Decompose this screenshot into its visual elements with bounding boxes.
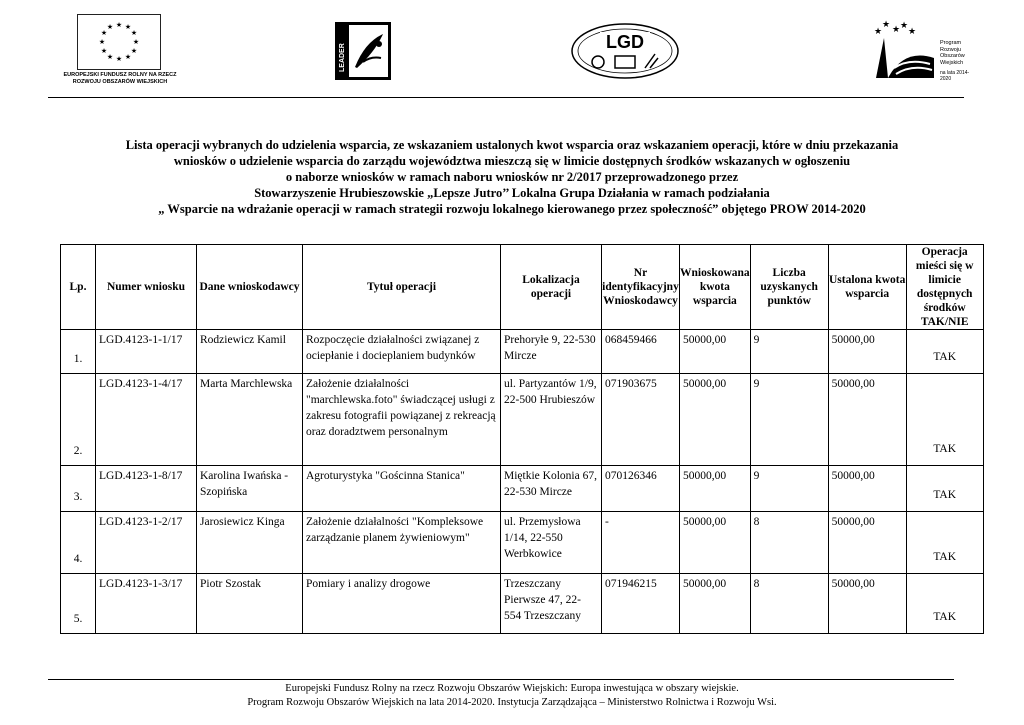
title-line: „ Wsparcie na wdrażanie operacji w ramach strategii rozwoju lokalnego kierowanego przez społeczność” objętego PROW 2014-2020 bbox=[158, 202, 866, 216]
cell-lokalizacja: Trzeszczany Pierwsze 47, 22-554 Trzeszczany bbox=[501, 574, 602, 634]
cell-tytul: Rozpoczęcie działalności związanej z ociepłanie i docieplaniem budynków bbox=[303, 330, 501, 374]
cell-limit: TAK bbox=[906, 374, 983, 466]
table-header-row bbox=[61, 245, 984, 330]
cell-tytul: Pomiary i analizy drogowe bbox=[303, 574, 501, 634]
table-row bbox=[61, 512, 984, 574]
header-kwota-wnioskowana: Wnioskowana kwota wsparcia bbox=[680, 245, 751, 330]
prow-logo-years: na lata 2014-2020 bbox=[940, 70, 970, 82]
cell-numer: LGD.4123-1-2/17 bbox=[96, 512, 197, 574]
cell-kwota: 50000,00 bbox=[680, 330, 751, 374]
title-line: o naborze wniosków w ramach naboru wniosków nr 2/2017 przeprowadzonego przez bbox=[285, 170, 739, 184]
header-punkty: Liczba uzyskanych punktów bbox=[750, 245, 828, 330]
footer bbox=[48, 682, 976, 710]
logo-bar bbox=[0, 0, 1024, 100]
cell-dane: Rodziewicz Kamil bbox=[197, 330, 303, 374]
cell-numer: LGD.4123-1-3/17 bbox=[96, 574, 197, 634]
cell-nr-id: - bbox=[602, 512, 680, 574]
cell-lp: 3. bbox=[61, 466, 96, 512]
cell-ustalona: 50000,00 bbox=[828, 512, 906, 574]
cell-kwota: 50000,00 bbox=[680, 574, 751, 634]
svg-text:★: ★ bbox=[130, 47, 138, 55]
header-lokalizacja: Lokalizacja operacji bbox=[501, 245, 602, 330]
svg-text:★: ★ bbox=[106, 53, 114, 61]
cell-lokalizacja: Prehoryłe 9, 22-530 Mircze bbox=[501, 330, 602, 374]
cell-nr-id: 071903675 bbox=[602, 374, 680, 466]
cell-numer: LGD.4123-1-1/17 bbox=[96, 330, 197, 374]
cell-numer: LGD.4123-1-4/17 bbox=[96, 374, 197, 466]
svg-text:★: ★ bbox=[882, 20, 891, 30]
cell-ustalona: 50000,00 bbox=[828, 374, 906, 466]
svg-text:★: ★ bbox=[115, 55, 123, 63]
cell-nr-id: 071946215 bbox=[602, 574, 680, 634]
cell-dane: Piotr Szostak bbox=[197, 574, 303, 634]
cell-lokalizacja: ul. Partyzantów 1/9, 22-500 Hrubieszów bbox=[501, 374, 602, 466]
svg-text:★: ★ bbox=[124, 53, 132, 61]
cell-ustalona: 50000,00 bbox=[828, 330, 906, 374]
header-lp: Lp. bbox=[61, 245, 96, 330]
cell-punkty: 8 bbox=[750, 574, 828, 634]
svg-text:★: ★ bbox=[106, 23, 114, 31]
cell-lp: 4. bbox=[61, 512, 96, 574]
header-limit: Operacja mieści się w limicie dostępnych środków TAK/NIE bbox=[906, 245, 983, 330]
cell-lokalizacja: ul. Przemysłowa 1/14, 22-550 Werbkowice bbox=[501, 512, 602, 574]
footer-line: Europejski Fundusz Rolny na rzecz Rozwoju Obszarów Wiejskich: Europa inwestująca w obszary wiejskie. bbox=[285, 683, 739, 694]
header-divider bbox=[48, 97, 964, 98]
cell-lokalizacja: Miętkie Kolonia 67, 22-530 Mircze bbox=[501, 466, 602, 512]
svg-text:★: ★ bbox=[98, 38, 106, 46]
cell-lp: 2. bbox=[61, 374, 96, 466]
cell-nr-id: 070126346 bbox=[602, 466, 680, 512]
svg-text:★: ★ bbox=[892, 25, 901, 35]
cell-tytul: Założenie działalności "Kompleksowe zarządzanie planem żywieniowym" bbox=[303, 512, 501, 574]
cell-punkty: 8 bbox=[750, 512, 828, 574]
svg-text:★: ★ bbox=[132, 38, 140, 46]
svg-text:★: ★ bbox=[900, 21, 909, 31]
cell-kwota: 50000,00 bbox=[680, 466, 751, 512]
cell-limit: TAK bbox=[906, 512, 983, 574]
cell-lp: 5. bbox=[61, 574, 96, 634]
title-line: wniosków o udzielenie wsparcia do zarządu województwa mieszczą się w limicie dostępnych środków wskazanych w ogłoszeniu bbox=[173, 154, 851, 168]
eu-flag-icon bbox=[77, 14, 161, 70]
header-ustalona: Ustalona kwota wsparcia bbox=[828, 245, 906, 330]
svg-text:★: ★ bbox=[874, 27, 883, 37]
cell-limit: TAK bbox=[906, 466, 983, 512]
table-row bbox=[61, 574, 984, 634]
cell-kwota: 50000,00 bbox=[680, 374, 751, 466]
cell-ustalona: 50000,00 bbox=[828, 574, 906, 634]
cell-punkty: 9 bbox=[750, 374, 828, 466]
footer-line: Program Rozwoju Obszarów Wiejskich na lata 2014-2020. Instytucja Zarządzająca – Ministerstwo Rolnictwa i Rozwoju Wsi. bbox=[247, 697, 777, 708]
prow-logo-text: Program Rozwoju Obszarów Wiejskich bbox=[940, 40, 965, 66]
header-numer: Numer wniosku bbox=[96, 245, 197, 330]
title-line: Stowarzyszenie Hrubieszowskie „Lepsze Jutro’’ Lokalna Grupa Działania w ramach podziałania bbox=[254, 186, 770, 200]
svg-text:★: ★ bbox=[124, 23, 132, 31]
cell-kwota: 50000,00 bbox=[680, 512, 751, 574]
svg-text:★: ★ bbox=[100, 47, 108, 55]
cell-dane: Jarosiewicz Kinga bbox=[197, 512, 303, 574]
title-line: Lista operacji wybranych do udzielenia wsparcia, ze wskazaniem ustalonych kwot wsparcia oraz wskazaniem operacji, które w dniu przekazania bbox=[125, 138, 899, 152]
cell-ustalona: 50000,00 bbox=[828, 466, 906, 512]
table-row bbox=[61, 466, 984, 512]
operations-table bbox=[60, 244, 984, 634]
svg-text:★: ★ bbox=[908, 27, 917, 37]
cell-limit: TAK bbox=[906, 330, 983, 374]
table-row bbox=[61, 374, 984, 466]
header-tytul: Tytuł operacji bbox=[303, 245, 501, 330]
svg-text:★: ★ bbox=[100, 29, 108, 37]
cell-punkty: 9 bbox=[750, 330, 828, 374]
leader-logo bbox=[335, 22, 391, 80]
cell-tytul: Agroturystyka "Gościnna Stanica" bbox=[303, 466, 501, 512]
svg-text:★: ★ bbox=[115, 21, 123, 29]
header-dane: Dane wnioskodawcy bbox=[197, 245, 303, 330]
cell-nr-id: 068459466 bbox=[602, 330, 680, 374]
footer-divider bbox=[48, 679, 954, 680]
cell-dane: Marta Marchlewska bbox=[197, 374, 303, 466]
lgd-logo-label: LGD bbox=[606, 32, 644, 52]
cell-dane: Karolina Iwańska - Szopińska bbox=[197, 466, 303, 512]
cell-tytul: Założenie działalności "marchlewska.foto" świadczącej usługi z zakresu fotografii powiązanej z rekreacją oraz doradztwem personalnym bbox=[303, 374, 501, 466]
prow-logo bbox=[864, 18, 974, 82]
lgd-logo bbox=[570, 22, 680, 80]
document-title bbox=[48, 137, 976, 217]
cell-limit: TAK bbox=[906, 574, 983, 634]
cell-lp: 1. bbox=[61, 330, 96, 374]
cell-punkty: 9 bbox=[750, 466, 828, 512]
eu-logo bbox=[55, 14, 185, 94]
leader-logo-label: LEADER bbox=[339, 43, 346, 72]
header-nr-id: Nr identyfikacyjny Wnioskodawcy bbox=[602, 245, 680, 330]
cell-numer: LGD.4123-1-8/17 bbox=[96, 466, 197, 512]
table-row bbox=[61, 330, 984, 374]
svg-text:★: ★ bbox=[130, 29, 138, 37]
eu-logo-text: EUROPEJSKI FUNDUSZ ROLNY NA RZECZ ROZWOJU OBSZARÓW WIEJSKICH bbox=[63, 72, 177, 85]
